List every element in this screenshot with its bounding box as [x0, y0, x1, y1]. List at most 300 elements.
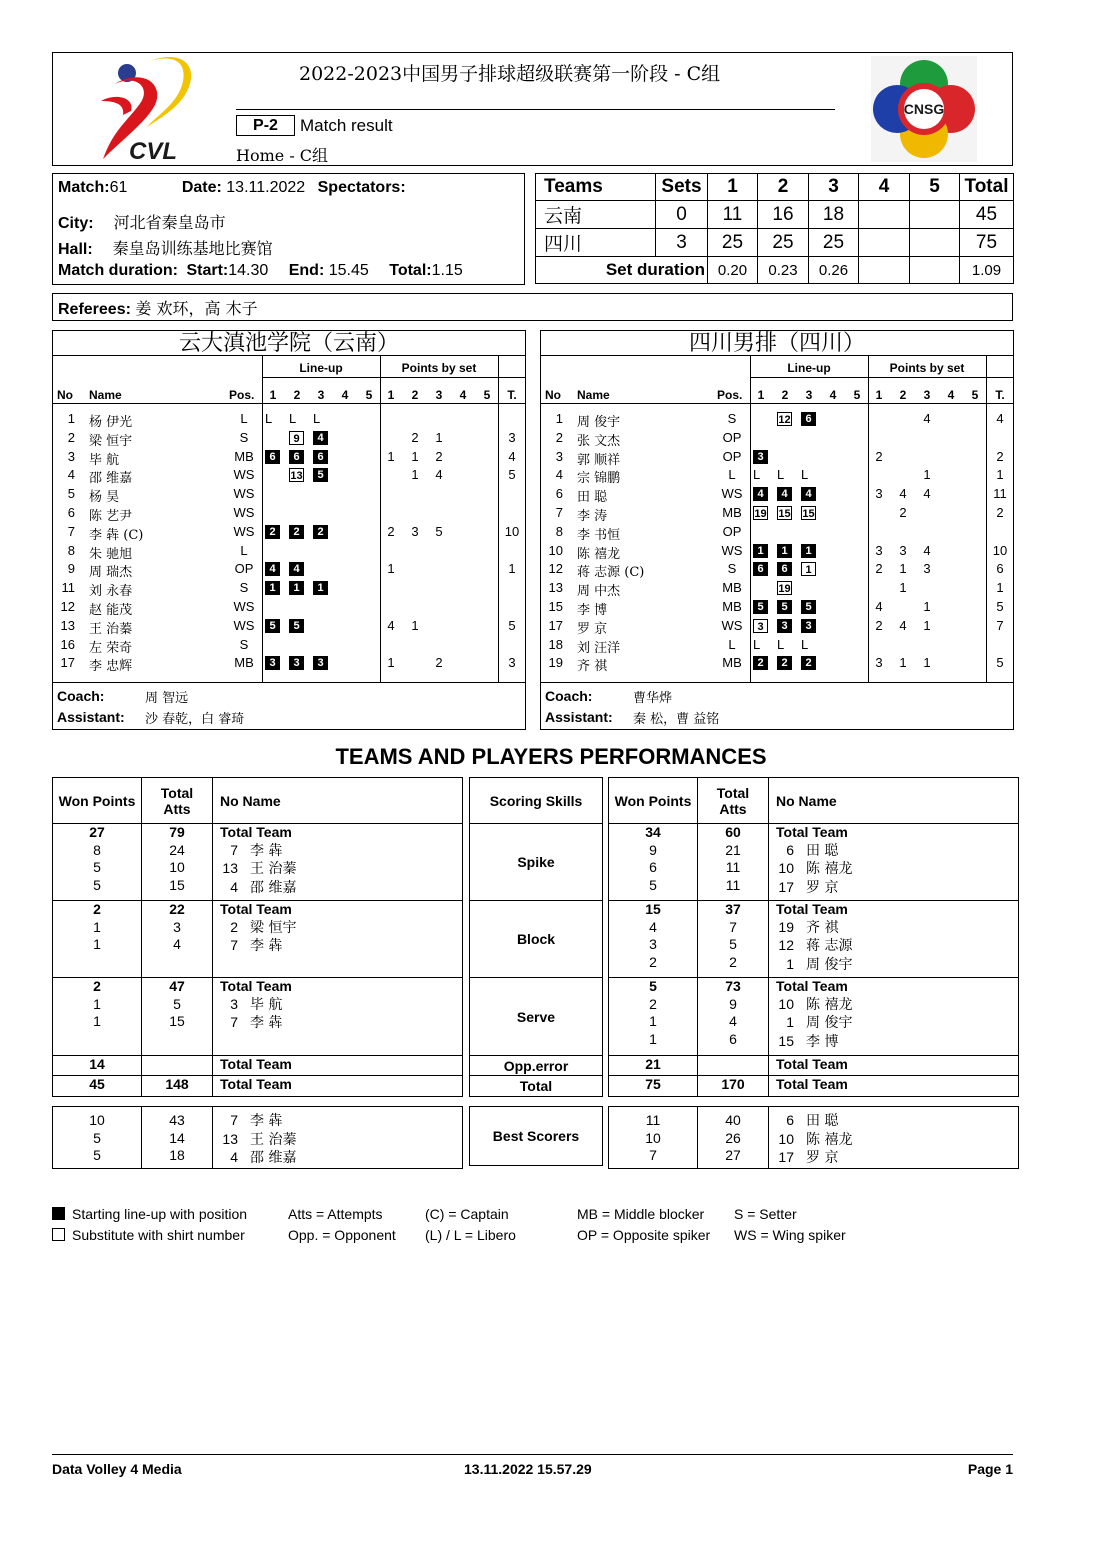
- set-duration: 0.20: [708, 257, 758, 284]
- no-name-column: [213, 1107, 463, 1169]
- won-points: 8: [93, 841, 101, 858]
- starting-position-box: 1: [289, 581, 304, 595]
- player-number: 7: [230, 1014, 238, 1030]
- legend-item: [52, 1227, 245, 1243]
- won-points: 5: [93, 876, 101, 893]
- player-entry: [220, 978, 458, 996]
- legend-item: [52, 1206, 247, 1222]
- skills-header: Scoring Skills: [470, 778, 603, 824]
- player-number: 10: [548, 542, 563, 558]
- page-code: P-2: [236, 115, 295, 136]
- player-number: 15: [778, 1032, 794, 1049]
- set-duration: 0.26: [809, 257, 859, 284]
- total-header: T.: [507, 388, 517, 402]
- away-performance-table: [608, 777, 1019, 1097]
- player-name: 朱 驰旭: [89, 546, 133, 562]
- starting-position-box: 6: [777, 562, 792, 576]
- starting-position-box: 2: [313, 525, 328, 539]
- points-set-header: 4: [459, 388, 467, 402]
- total-atts-column: [142, 1056, 213, 1076]
- player-entry: [220, 860, 458, 879]
- no-name-header: No Name: [213, 778, 463, 824]
- set-points: 4: [875, 599, 883, 614]
- player-name: 李 犇: [250, 1113, 283, 1129]
- player-number: 7: [67, 523, 75, 539]
- total-atts: 4: [173, 936, 181, 952]
- score-row-home: [536, 201, 1014, 229]
- performance-header-row: [609, 778, 1019, 824]
- starting-position-box: 3: [753, 450, 768, 464]
- player-name: 周 瑞杰: [89, 565, 133, 581]
- total-points: 3: [508, 655, 516, 671]
- set-points: 1: [411, 448, 419, 464]
- starting-position-box: 5: [753, 600, 768, 614]
- won-points: 1: [649, 1013, 657, 1029]
- set-score: 18: [809, 201, 859, 229]
- player-number: 3: [67, 448, 75, 464]
- set-points: 2: [875, 561, 883, 577]
- player-number: 15: [548, 599, 563, 614]
- total-atts: 24: [169, 841, 185, 858]
- won-points-column: [609, 1056, 698, 1076]
- player-name: 邵 维嘉: [250, 1150, 297, 1166]
- total-atts-column: [142, 901, 213, 978]
- libero-mark: L: [753, 636, 761, 652]
- lineup-set-header: 2: [293, 388, 301, 402]
- performance-row: [609, 824, 1019, 901]
- best-scorers-label-box: [469, 1106, 603, 1166]
- libero-mark: L: [289, 411, 297, 426]
- no-name-column: [213, 1076, 463, 1097]
- best-scorers-row: [53, 1107, 463, 1169]
- player-position: WS: [721, 617, 743, 633]
- set-duration: [910, 257, 960, 284]
- player-name: 李 犇: [250, 1015, 283, 1031]
- svg-text:CNSG: CNSG: [903, 101, 945, 117]
- player-name: 齐 祺: [577, 659, 608, 675]
- total-atts-header: Total Atts: [142, 778, 213, 824]
- sets-won: 0: [656, 201, 708, 229]
- player-number: 7: [230, 937, 238, 953]
- coach-divider: [53, 682, 525, 683]
- player-entry: [220, 919, 458, 938]
- footer-timestamp: 13.11.2022 15.57.29: [464, 1461, 592, 1477]
- set-points: 4: [923, 411, 931, 426]
- player-name: 陈 艺尹: [89, 509, 133, 524]
- player-position: L: [240, 411, 248, 426]
- set-points: 4: [387, 617, 395, 633]
- end-time: 15.45: [328, 262, 369, 279]
- player-number: 12: [548, 561, 563, 577]
- score-row-away: [536, 229, 1014, 257]
- lineup-header: Line-up: [787, 361, 831, 375]
- header-divider: [750, 377, 1014, 378]
- player-number: 12: [60, 599, 75, 614]
- won-points-column: [53, 824, 142, 901]
- set-points: 1: [387, 561, 395, 577]
- skill-name: Total: [470, 1076, 603, 1097]
- player-name: 王 治蓁: [89, 621, 133, 637]
- player-number: 18: [548, 636, 563, 652]
- starting-position-box: 1: [801, 544, 816, 558]
- total-atts-column: [698, 824, 769, 901]
- starting-position-box: 3: [801, 619, 816, 633]
- player-position: OP: [722, 429, 742, 445]
- player-entry: [220, 1112, 458, 1131]
- player-position: MB: [722, 505, 742, 520]
- player-position: S: [727, 561, 737, 577]
- won-points: 15: [645, 901, 661, 917]
- player-entry: [220, 996, 458, 1015]
- total-team-label: Total Team: [776, 978, 848, 994]
- set-score: 25: [809, 229, 859, 257]
- points-set-header: 3: [923, 388, 931, 402]
- legend-item: S = Setter: [734, 1206, 797, 1222]
- total-atts-header: Total Atts: [698, 778, 769, 824]
- total-atts: 21: [725, 841, 741, 858]
- player-position: OP: [722, 448, 742, 464]
- starting-position-box: 1: [777, 544, 792, 558]
- player-position: WS: [721, 542, 743, 558]
- player-name: 陈 禧龙: [806, 996, 853, 1013]
- starting-position-box: 3: [265, 656, 280, 670]
- player-number: 16: [60, 636, 75, 652]
- set-points: 3: [875, 655, 883, 671]
- player-name: 李 忠辉: [89, 659, 133, 675]
- score-header: Teams: [536, 174, 656, 201]
- player-name: 梁 恒宇: [250, 919, 297, 936]
- starting-position-box: 3: [777, 619, 792, 633]
- player-number: 10: [778, 995, 794, 1012]
- city-label: City:: [58, 215, 94, 232]
- player-position: L: [728, 636, 736, 652]
- substitute-number-box: 15: [778, 508, 791, 520]
- total-atts: 73: [725, 978, 741, 994]
- won-points: 34: [645, 824, 661, 840]
- home-performance-table: [52, 777, 463, 1097]
- points-set-header: 1: [387, 388, 395, 402]
- player-entry: [776, 901, 1014, 919]
- pos-header: Pos.: [229, 388, 255, 402]
- player-entry: [220, 1056, 458, 1074]
- set-score: 16: [758, 201, 809, 229]
- report-header: [52, 52, 1013, 166]
- player-entry: [776, 879, 1014, 898]
- set-points: 4: [923, 542, 931, 558]
- player-name: 赵 能茂: [89, 603, 133, 618]
- score-header: 2: [758, 174, 809, 201]
- starting-position-box: 6: [801, 412, 816, 426]
- won-points: 5: [93, 859, 101, 875]
- total-header: T.: [995, 388, 1005, 402]
- points-set-header: 2: [411, 388, 419, 402]
- player-position: WS: [233, 486, 255, 502]
- set-duration: 0.23: [758, 257, 809, 284]
- performance-row: [53, 901, 463, 978]
- home-best-scorers: [52, 1106, 463, 1169]
- won-points-column: [53, 978, 142, 1056]
- total-atts: 79: [169, 824, 185, 840]
- footer-page: Page 1: [967, 1461, 1013, 1477]
- starting-position-box: 4: [265, 562, 280, 576]
- total-atts-column: [142, 1107, 213, 1169]
- player-number: 6: [786, 1112, 794, 1128]
- column-divider: [498, 356, 499, 682]
- player-number: 1: [555, 411, 563, 426]
- won-points: 1: [93, 918, 101, 935]
- player-position: L: [240, 542, 248, 558]
- total-points: 1: [996, 467, 1004, 483]
- performance-row: [609, 1056, 1019, 1076]
- starting-position-box: 2: [777, 656, 792, 670]
- total-points: 10: [992, 542, 1008, 558]
- set-duration-label: Set duration: [536, 257, 708, 284]
- substitute-number-box: 13: [290, 470, 303, 483]
- total-atts: 43: [169, 1112, 185, 1128]
- cvl-logo: [95, 53, 195, 165]
- referees-label: Referees:: [58, 301, 131, 318]
- won-points: 6: [649, 859, 657, 875]
- starting-position-box: 4: [313, 431, 328, 445]
- set-points: 4: [435, 467, 443, 483]
- set-score: 25: [758, 229, 809, 257]
- won-points-header: Won Points: [609, 778, 698, 824]
- performance-row: [470, 901, 603, 978]
- player-number: 13: [222, 860, 238, 876]
- legend-text: Starting line-up with position: [72, 1206, 248, 1222]
- set-points: 1: [387, 655, 395, 671]
- doc-title: Match result: [300, 116, 393, 135]
- set-points: 2: [411, 429, 419, 445]
- won-points-column: [53, 901, 142, 978]
- won-points: 14: [89, 1056, 105, 1072]
- total-atts: 170: [721, 1076, 745, 1092]
- set-points: 3: [875, 486, 883, 502]
- won-points: 1: [649, 1030, 657, 1047]
- total-atts: 7: [729, 918, 737, 935]
- title-divider: [236, 109, 835, 110]
- city-value: 河北省秦皇岛市: [113, 213, 226, 232]
- no-header: No: [57, 388, 73, 402]
- player-number: 10: [778, 860, 794, 876]
- set-points: 2: [875, 617, 883, 633]
- player-name: 王 治蓁: [250, 861, 297, 877]
- lineup-set-header: 4: [341, 388, 349, 402]
- starting-position-box: 6: [313, 450, 328, 464]
- starting-position-box: 6: [289, 450, 304, 464]
- best-scorers-row: [609, 1107, 1019, 1169]
- won-points-header: Won Points: [53, 778, 142, 824]
- player-name: 周 俊宇: [806, 956, 853, 973]
- player-name: 李 犇 (C): [89, 527, 144, 543]
- total-atts: 37: [725, 901, 741, 917]
- player-name: 毕 航: [89, 452, 120, 468]
- player-number: 19: [778, 918, 794, 935]
- player-entry: [220, 1131, 458, 1150]
- no-name-column: [213, 824, 463, 901]
- player-entry: [776, 1033, 1014, 1052]
- player-position: OP: [722, 523, 742, 539]
- coach-label: Coach:: [545, 688, 593, 704]
- set-points: 1: [923, 599, 931, 614]
- total-points: 5: [996, 599, 1004, 614]
- player-name: 王 治蓁: [250, 1131, 297, 1148]
- no-name-column: [769, 824, 1019, 901]
- player-name: 梁 恒宇: [89, 433, 133, 449]
- won-points: 10: [89, 1112, 105, 1128]
- report-title: 2022-2023中国男子排球超级联赛第一阶段 - C组: [299, 63, 721, 85]
- player-name: 周 中杰: [577, 584, 621, 600]
- team-title: 云大滇池学院（云南）: [53, 331, 525, 356]
- no-name-column: [213, 978, 463, 1056]
- legend-item: (L) / L = Libero: [425, 1227, 516, 1243]
- set-points: 1: [435, 429, 443, 445]
- player-entry: [220, 901, 458, 919]
- lineup-set-header: 5: [365, 388, 373, 402]
- referees-names: 姜 欢环，高 木子: [135, 299, 258, 318]
- set-points: 1: [923, 655, 931, 671]
- player-number: 17: [60, 655, 75, 671]
- start-label: Start:: [186, 262, 229, 279]
- name-header: Name: [577, 388, 610, 402]
- column-divider: [750, 356, 751, 682]
- total-atts: 10: [169, 859, 185, 875]
- score-header: Sets: [656, 174, 708, 201]
- starting-position-box: 2: [289, 525, 304, 539]
- total-points: 5: [996, 655, 1004, 671]
- player-name: 陈 禧龙: [806, 861, 853, 877]
- player-name: 蒋 志源 (C): [577, 565, 645, 581]
- total-points: 5: [508, 467, 516, 483]
- player-number: 13: [222, 1130, 238, 1147]
- won-points: 5: [93, 1147, 101, 1163]
- substitute-number-box: 15: [802, 508, 815, 520]
- player-position: WS: [233, 617, 255, 633]
- total-atts: 14: [169, 1129, 185, 1146]
- player-number: 11: [61, 580, 75, 596]
- performance-row: [609, 1076, 1019, 1097]
- set-score: 11: [708, 201, 758, 229]
- coach-name: 周 智远: [145, 691, 189, 706]
- total-time: 1.15: [431, 262, 463, 279]
- total-atts: 26: [725, 1129, 741, 1146]
- header-divider: [53, 403, 525, 404]
- total-atts: 5: [173, 995, 181, 1012]
- player-name: 刘 永春: [89, 584, 133, 600]
- assistant-names: 秦 松，曹 益铭: [633, 712, 720, 727]
- no-header: No: [545, 388, 561, 402]
- column-divider: [986, 356, 987, 682]
- player-entry: [776, 1149, 1014, 1168]
- won-points: 1: [93, 995, 101, 1012]
- player-entry: [776, 1056, 1014, 1074]
- performance-title: TEAMS AND PLAYERS PERFORMANCES: [335, 744, 767, 769]
- won-points: 21: [645, 1056, 661, 1072]
- player-entry: [220, 937, 458, 956]
- player-number: 7: [230, 1112, 238, 1128]
- no-name-header: No Name: [769, 778, 1019, 824]
- legend-item: Atts = Attempts: [288, 1206, 383, 1222]
- player-number: 13: [60, 617, 75, 633]
- player-number: 1: [786, 955, 794, 972]
- lineup-set-header: 3: [317, 388, 325, 402]
- player-name: 陈 禧龙: [577, 546, 621, 562]
- player-name: 郭 顺祥: [577, 452, 621, 468]
- starting-position-box: 5: [265, 619, 280, 633]
- player-number: 6: [67, 505, 75, 520]
- starting-position-box: 4: [753, 487, 768, 501]
- player-position: MB: [722, 655, 742, 671]
- starting-position-box: 3: [289, 656, 304, 670]
- starting-position-box: 1: [313, 581, 328, 595]
- outline-square-icon: [52, 1228, 65, 1241]
- player-position: L: [728, 467, 736, 483]
- total-atts: 40: [725, 1112, 741, 1128]
- score-table: [535, 173, 1014, 284]
- won-points: 45: [89, 1076, 105, 1092]
- home-roster: [52, 330, 526, 730]
- libero-mark: L: [801, 467, 809, 483]
- libero-mark: L: [753, 467, 761, 483]
- performance-row: [53, 978, 463, 1056]
- total-atts-column: [142, 978, 213, 1056]
- points-set-header: 2: [899, 388, 907, 402]
- lineup-set-header: 2: [781, 388, 789, 402]
- away-roster: [540, 330, 1014, 730]
- total-team-label: Total Team: [776, 824, 848, 840]
- total-points: 4: [508, 448, 516, 464]
- name-header: Name: [89, 388, 122, 402]
- set-points: 1: [387, 448, 395, 464]
- performance-row: [470, 824, 603, 901]
- player-entry: [776, 1112, 1014, 1131]
- starting-position-box: 5: [289, 619, 304, 633]
- assistant-label: Assistant:: [545, 709, 613, 725]
- won-points-column: [609, 824, 698, 901]
- no-name-column: [769, 901, 1019, 978]
- player-entry: [776, 1076, 1014, 1094]
- won-points-column: [609, 978, 698, 1056]
- score-header: 3: [809, 174, 859, 201]
- total-points: 10: [504, 523, 520, 539]
- legend-item: WS = Wing spiker: [734, 1227, 846, 1243]
- player-position: WS: [233, 599, 255, 614]
- won-points: 5: [93, 1129, 101, 1146]
- legend-item: OP = Opposite spiker: [577, 1227, 711, 1243]
- set-points: 2: [899, 505, 907, 520]
- won-points: 9: [649, 841, 657, 858]
- total-team-label: Total Team: [776, 901, 848, 917]
- player-number: 17: [778, 878, 794, 895]
- set-points: 5: [435, 523, 443, 539]
- svg-text:CVL: CVL: [129, 138, 177, 165]
- starting-position-box: 1: [753, 544, 768, 558]
- end-label: End:: [288, 262, 325, 279]
- best-scorers-label: Best Scorers: [470, 1107, 603, 1166]
- libero-mark: L: [777, 636, 785, 652]
- total-atts-column: [698, 1076, 769, 1097]
- spectators-label: Spectators:: [317, 179, 406, 196]
- set-points: 1: [411, 617, 419, 633]
- won-points-column: [609, 1107, 698, 1169]
- points-set-header: 5: [483, 388, 491, 402]
- player-position: S: [239, 429, 249, 445]
- skill-name: Serve: [470, 978, 603, 1056]
- total-points: 1: [996, 580, 1004, 596]
- lineup-set-header: 3: [805, 388, 813, 402]
- player-name: 田 聪: [806, 842, 839, 859]
- won-points: 2: [93, 901, 101, 917]
